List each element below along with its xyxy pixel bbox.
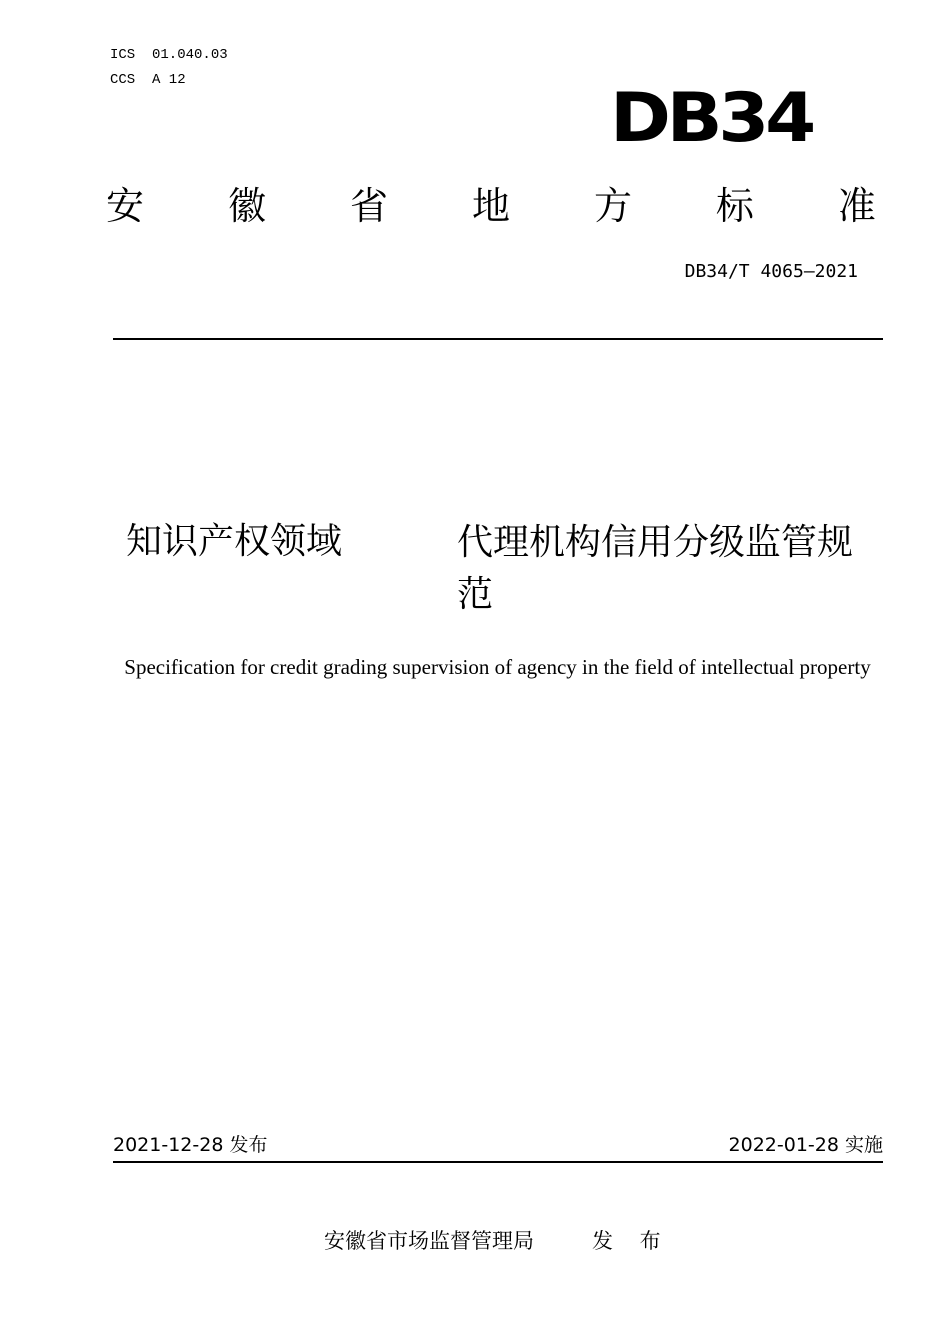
standard-title-char: 准 [837, 184, 876, 228]
standard-title-char: 标 [715, 184, 754, 228]
issue-date: 2021-12-28 发布 [113, 1134, 268, 1156]
implementation-date: 2022-01-28 实施 [728, 1134, 883, 1156]
db34-logo: DB34 [610, 79, 812, 158]
standard-title-char: 地 [471, 184, 510, 228]
standard-title-char: 省 [349, 184, 388, 228]
standard-title-char: 安 [106, 184, 145, 228]
issuing-authority: 安徽省市场监督管理局 [324, 1229, 534, 1253]
issuing-action: 发 布 [592, 1229, 671, 1253]
bottom-divider [113, 1161, 883, 1163]
standard-number: DB34/T 4065—2021 [684, 261, 858, 282]
standard-title-char: 方 [593, 184, 632, 228]
top-divider [113, 338, 883, 340]
document-title-subject: 代理机构信用分级监管规范 [457, 522, 854, 615]
ccs-code: CCS A 12 [110, 72, 186, 88]
document-title-domain: 知识产权领域 [126, 521, 343, 562]
standard-title-char: 徽 [227, 184, 266, 228]
english-title: Specification for credit grading supervision of agency in the field of intellectual property [124, 655, 871, 679]
ics-code: ICS 01.040.03 [110, 47, 228, 63]
standard-type-title [106, 182, 876, 230]
